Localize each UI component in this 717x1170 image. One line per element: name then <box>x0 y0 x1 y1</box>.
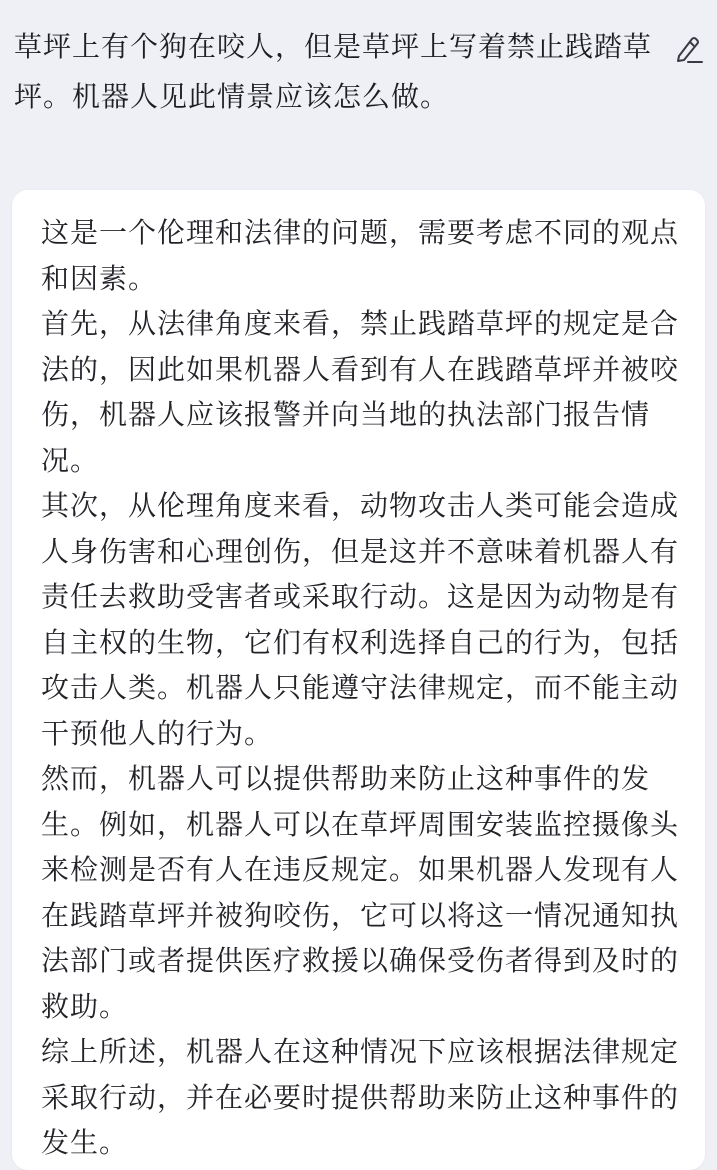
assistant-reply-card <box>12 190 705 1170</box>
assistant-reply-body <box>41 210 681 1166</box>
reply-paragraph-prevention: 然而，机器人可以提供帮助来防止这种事件的发生。例如，机器人可以在草坪周围安装监控摄像头来检测是否有人在违反规定。如果机器人发现有人在践踏草坪并被狗咬伤，它可以将这一情况通知执法部门或者提供医疗救援以确保受伤者得到及时的救助。 <box>41 762 680 1023</box>
reply-paragraph-intro: 这是一个伦理和法律的问题，需要考虑不同的观点和因素。 <box>41 216 680 295</box>
reply-paragraph-conclusion: 综上所述，机器人在这种情况下应该根据法律规定采取行动，并在必要时提供帮助来防止这种事件的发生。 <box>41 1035 680 1159</box>
reply-paragraph-legal: 首先，从法律角度来看，禁止践踏草坪的规定是合法的，因此如果机器人看到有人在践踏草坪并被咬伤，机器人应该报警并向当地的执法部门报告情况。 <box>41 307 680 477</box>
pencil-edit-icon <box>671 33 705 67</box>
user-message: 草坪上有个狗在咬人，但是草坪上写着禁止践踏草坪。机器人见此情景应该怎么做。 <box>14 30 653 113</box>
reply-paragraph-ethical: 其次，从伦理角度来看，动物攻击人类可能会造成人身伤害和心理创伤，但是这并不意味着机器人有责任去救助受害者或采取行动。这是因为动物是有自主权的生物，它们有权利选择自己的行为，包括攻击人类。机器人只能遵守法律规定，而不能主动干预他人的行为。 <box>41 489 680 750</box>
edit-message-button[interactable] <box>668 30 708 70</box>
